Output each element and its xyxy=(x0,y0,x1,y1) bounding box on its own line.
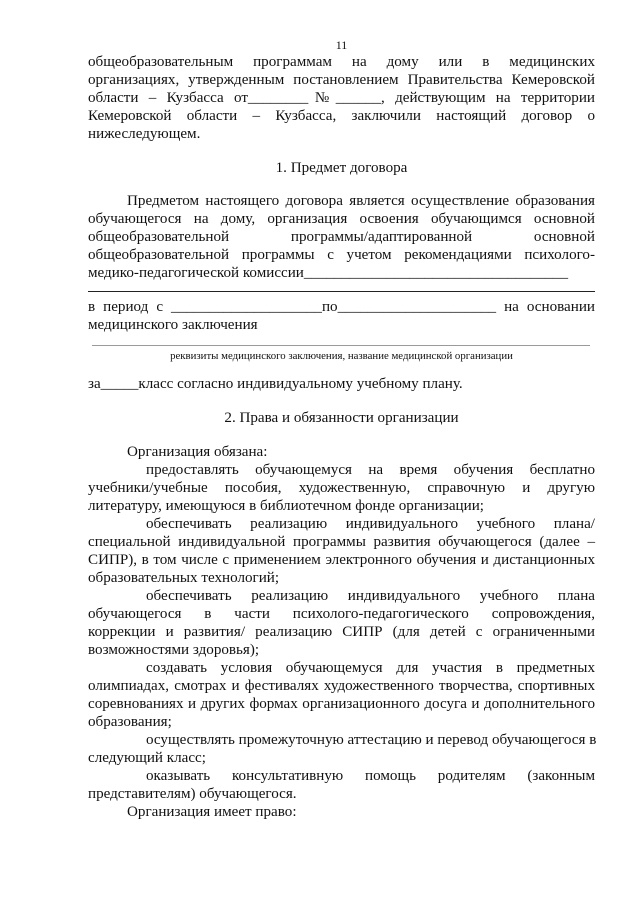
text-line: представителям) обучающегося. xyxy=(88,786,297,802)
obligations-list xyxy=(88,443,595,821)
text-line: предоставлять обучающемуся на время обучения бесплатно xyxy=(146,462,595,478)
text-line: специальной индивидуальной программы развития обучающегося (далее – xyxy=(88,534,595,550)
section-1-heading xyxy=(88,159,595,177)
text-line: обучающегося на дому, организация освоения обучающимся основной xyxy=(88,211,595,227)
text-line: возможностями здоровья); xyxy=(88,642,260,658)
text-line: Предметом настоящего договора является осуществление образования xyxy=(127,193,595,209)
text-line: следующий класс; xyxy=(88,750,206,766)
blank-fill-line xyxy=(92,345,590,346)
list-item xyxy=(88,515,595,587)
blank-fill-line xyxy=(88,291,595,292)
period-paragraph xyxy=(88,298,595,334)
text-line: осуществлять промежуточную аттестацию и перевод обучающегося в xyxy=(146,732,597,748)
section-2-heading xyxy=(88,409,595,427)
text-line: в период с ____________________по_____________________ на основании xyxy=(88,299,595,315)
list-item xyxy=(88,659,595,731)
text-line: коррекции и развития/ реализацию СИПР (для детей с ограниченными xyxy=(88,624,595,640)
field-caption: реквизиты медицинского заключения, название медицинской организации xyxy=(170,350,513,362)
heading-text: 1. Предмет договора xyxy=(275,160,408,176)
text-line: области – Кузбасса от________№______, действующим на территории xyxy=(88,90,595,106)
rights-title: Организация имеет право: xyxy=(127,804,297,820)
list-item xyxy=(88,587,595,659)
text-line: общеобразовательной программы с учетом рекомендациями психолого- xyxy=(88,247,595,263)
text-line: медико-педагогической комиссии___________________________________ xyxy=(88,265,569,281)
text-line: образовательных технологий; xyxy=(88,570,280,586)
subject-paragraph xyxy=(88,192,595,282)
page-number: 11 xyxy=(335,38,348,52)
text-line: образования; xyxy=(88,714,172,730)
text-line: учебники/учебные пособия, художественную, справочную и другую xyxy=(88,480,595,496)
preamble-paragraph xyxy=(88,53,595,143)
text-line: обеспечивать реализацию индивидуального учебного плана/ xyxy=(146,516,595,532)
list-item xyxy=(88,767,595,803)
text-line: организациях, утвержденным постановлением Правительства Кемеровской xyxy=(88,72,595,88)
list-item xyxy=(88,731,595,767)
text-line: общеобразовательной программы/адаптированной основной xyxy=(88,229,595,245)
text-line: СИПР), в том числе с применением электронного обучения и дистанционных xyxy=(88,552,595,568)
obligations-title: Организация обязана: xyxy=(127,444,268,460)
text-line: оказывать консультативную помощь родителям (законным xyxy=(146,768,595,784)
heading-text: 2. Права и обязанности организации xyxy=(224,410,459,426)
text-line: нижеследующем. xyxy=(88,126,201,142)
text-line: олимпиадах, смотрах и фестивалях художественного творчества, спортивных xyxy=(88,678,595,694)
text-line: соревнованиях и других формах организационного досуга и дополнительного xyxy=(88,696,595,712)
text-line: обучающегося в части психолого-педагогического сопровождения, xyxy=(88,606,595,622)
text-line: Кемеровской области – Кузбасса, заключили настоящий договор о xyxy=(88,108,595,124)
text-line: медицинского заключения xyxy=(88,317,258,333)
class-paragraph xyxy=(88,375,595,393)
list-item xyxy=(88,461,595,515)
text-line: за_____класс согласно индивидуальному учебному плану. xyxy=(88,376,463,392)
text-line: обеспечивать реализацию индивидуального учебного плана xyxy=(146,588,595,604)
text-line: создавать условия обучающемуся для участия в предметных xyxy=(146,660,595,676)
text-line: литературу, имеющуюся в библиотечном фонде организации; xyxy=(88,498,484,514)
text-line: общеобразовательным программам на дому или в медицинских xyxy=(88,54,595,70)
